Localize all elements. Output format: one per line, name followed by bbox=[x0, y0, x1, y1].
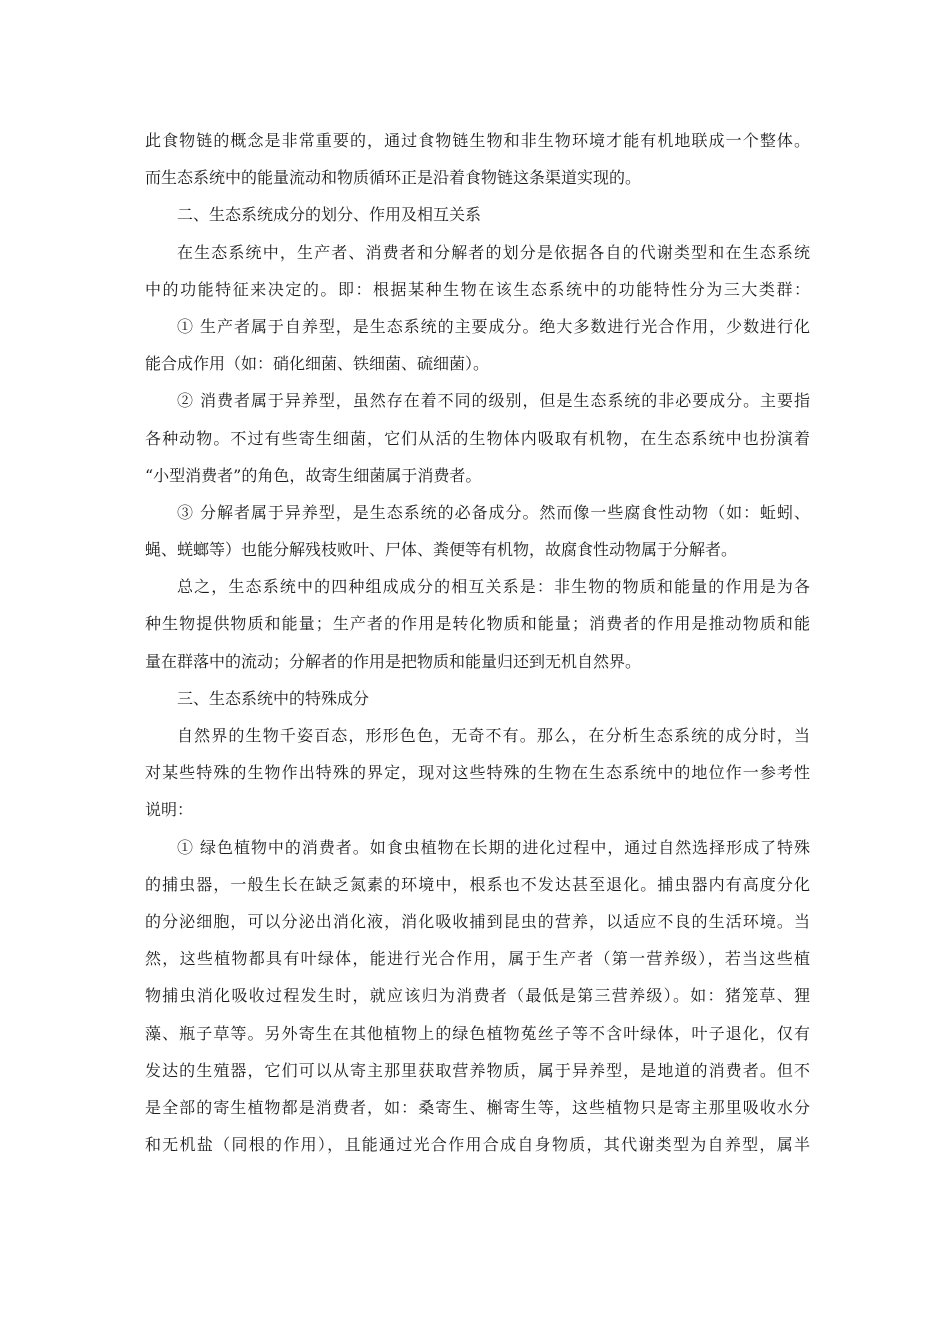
text-line: ① 绿色植物中的消费者。如食虫植物在长期的进化过程中，通过自然选择形成了特殊 bbox=[177, 837, 810, 857]
text-line: 中的功能特征来决定的。即：根据某种生物在该生态系统中的功能特性分为三大类群： bbox=[145, 279, 810, 299]
text-line: “小型消费者”的角色，故寄生细菌属于消费者。 bbox=[145, 465, 482, 485]
text-line: 蝇、蜣螂等）也能分解残枝败叶、尸体、粪便等有机物，故腐食性动物属于分解者。 bbox=[145, 540, 738, 560]
text-line: 的捕虫器，一般生长在缺乏氮素的环境中，根系也不发达甚至退化。捕虫器内有高度分化 bbox=[145, 874, 810, 894]
text-line: ① 生产者属于自养型，是生态系统的主要成分。绝大多数进行光合作用，少数进行化 bbox=[177, 316, 810, 336]
text-line: 然，这些植物都具有叶绿体，能进行光合作用，属于生产者（第一营养级），若当这些植 bbox=[145, 949, 810, 969]
text-line: ② 消费者属于异养型，虽然存在着不同的级别，但是生态系统的非必要成分。主要指 bbox=[177, 391, 810, 411]
text-line: 三、生态系统中的特殊成分 bbox=[177, 688, 370, 708]
text-line: 二、生态系统成分的划分、作用及相互关系 bbox=[177, 205, 482, 225]
text-line: 能合成作用（如：硝化细菌、铁细菌、硫细菌）。 bbox=[145, 354, 490, 374]
text-line: 发达的生殖器，它们可以从寄主那里获取营养物质，属于异养型，是地道的消费者。但不 bbox=[145, 1060, 810, 1080]
text-line: 总之，生态系统中的四种组成成分的相互关系是：非生物的物质和能量的作用是为各 bbox=[177, 577, 810, 597]
text-line: 对某些特殊的生物作出特殊的界定，现对这些特殊的生物在生态系统中的地位作一参考性 bbox=[145, 763, 810, 783]
text-line: 量在群落中的流动；分解者的作用是把物质和能量归还到无机自然界。 bbox=[145, 651, 642, 671]
text-line: 此食物链的概念是非常重要的，通过食物链生物和非生物环境才能有机地联成一个整体。 bbox=[145, 131, 810, 150]
text-line: 在生态系统中，生产者、消费者和分解者的划分是依据各自的代谢类型和在生态系统 bbox=[177, 242, 810, 262]
text-line: 说明： bbox=[145, 800, 194, 820]
text-line: 藻、瓶子草等。另外寄生在其他植物上的绿色植物菟丝子等不含叶绿体，叶子退化，仅有 bbox=[145, 1023, 810, 1043]
text-line: 物捕虫消化吸收过程发生时，就应该归为消费者（最低是第三营养级）。如：猪笼草、狸 bbox=[145, 986, 810, 1006]
text-line: 种生物提供物质和能量；生产者的作用是转化物质和能量；消费者的作用是推动物质和能 bbox=[145, 614, 810, 634]
text-line: 而生态系统中的能量流动和物质循环正是沿着食物链这条渠道实现的。 bbox=[145, 168, 642, 188]
document-body bbox=[145, 122, 810, 1163]
text-line: 各种动物。不过有些寄生细菌，它们从活的生物体内吸取有机物，在生态系统中也扮演着 bbox=[145, 428, 810, 448]
text-line: 的分泌细胞，可以分泌出消化液，消化吸收捕到昆虫的营养，以适应不良的生活环境。当 bbox=[145, 911, 810, 931]
text-line: 和无机盐（同根的作用），且能通过光合作用合成自身物质，其代谢类型为自养型，属半 bbox=[145, 1135, 810, 1155]
text-line: ③ 分解者属于异养型，是生态系统的必备成分。然而像一些腐食性动物（如：蚯蚓、 bbox=[177, 502, 810, 522]
text-line: 是全部的寄生植物都是消费者，如：桑寄生、槲寄生等，这些植物只是寄主那里吸收水分 bbox=[145, 1097, 810, 1117]
text-line: 自然界的生物千姿百态，形形色色，无奇不有。那么，在分析生态系统的成分时，当 bbox=[177, 726, 810, 745]
